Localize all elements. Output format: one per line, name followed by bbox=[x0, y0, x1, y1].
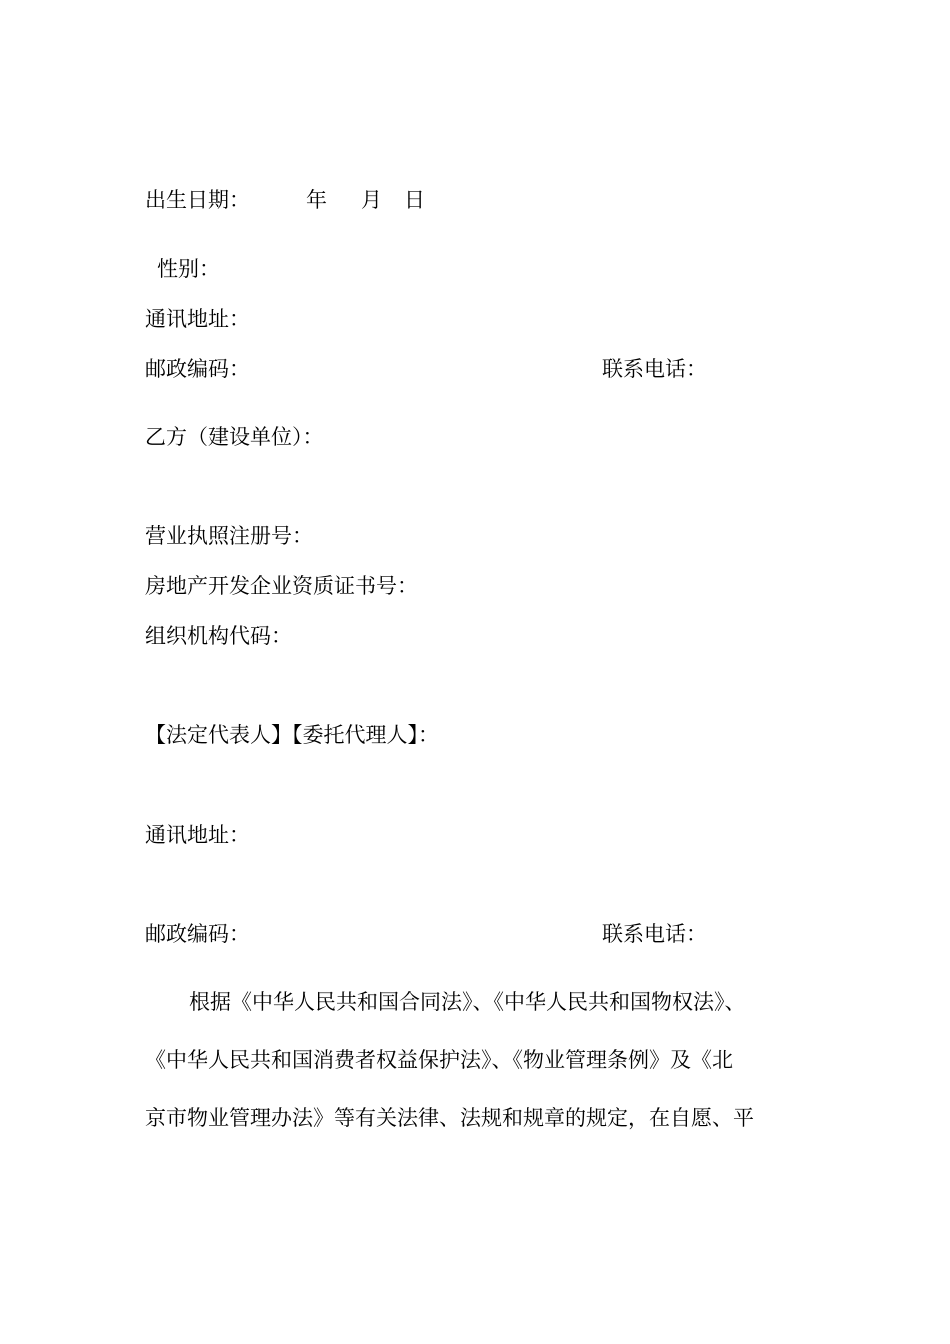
preamble-line-1: 根据《中华人民共和国合同法》、《中华人民共和国物权法》、 bbox=[189, 990, 746, 1014]
party-a-address-label: 通讯地址： bbox=[145, 307, 250, 331]
preamble-paragraph bbox=[145, 973, 810, 1147]
preamble-line-2: 《中华人民共和国消费者权益保护法》、《物业管理条例》及《北 bbox=[145, 1048, 733, 1072]
month-label: 月 bbox=[361, 188, 382, 212]
party-a-phone-label: 联系电话： bbox=[602, 357, 707, 381]
preamble-line-3: 京市物业管理办法》等有关法律、法规和规章的规定，在自愿、平 bbox=[145, 1106, 754, 1130]
representative-label: 【法定代表人】【委托代理人】： bbox=[145, 723, 439, 747]
party-b-title: 乙方（建设单位）： bbox=[145, 425, 324, 449]
party-b-address-label: 通讯地址： bbox=[145, 823, 250, 847]
gender-label: 性别： bbox=[157, 257, 220, 281]
birth-date-row bbox=[145, 186, 425, 214]
birth-date-label: 出生日期： bbox=[145, 188, 250, 212]
organization-code-label: 组织机构代码： bbox=[145, 624, 292, 648]
license-number-label: 营业执照注册号： bbox=[145, 524, 313, 548]
party-b-phone-label: 联系电话： bbox=[602, 922, 707, 946]
day-label: 日 bbox=[404, 188, 425, 212]
qualification-certificate-label: 房地产开发企业资质证书号： bbox=[145, 574, 418, 598]
year-label: 年 bbox=[306, 188, 327, 212]
party-b-postal-label: 邮政编码： bbox=[145, 922, 250, 946]
party-a-postal-label: 邮政编码： bbox=[145, 357, 250, 381]
